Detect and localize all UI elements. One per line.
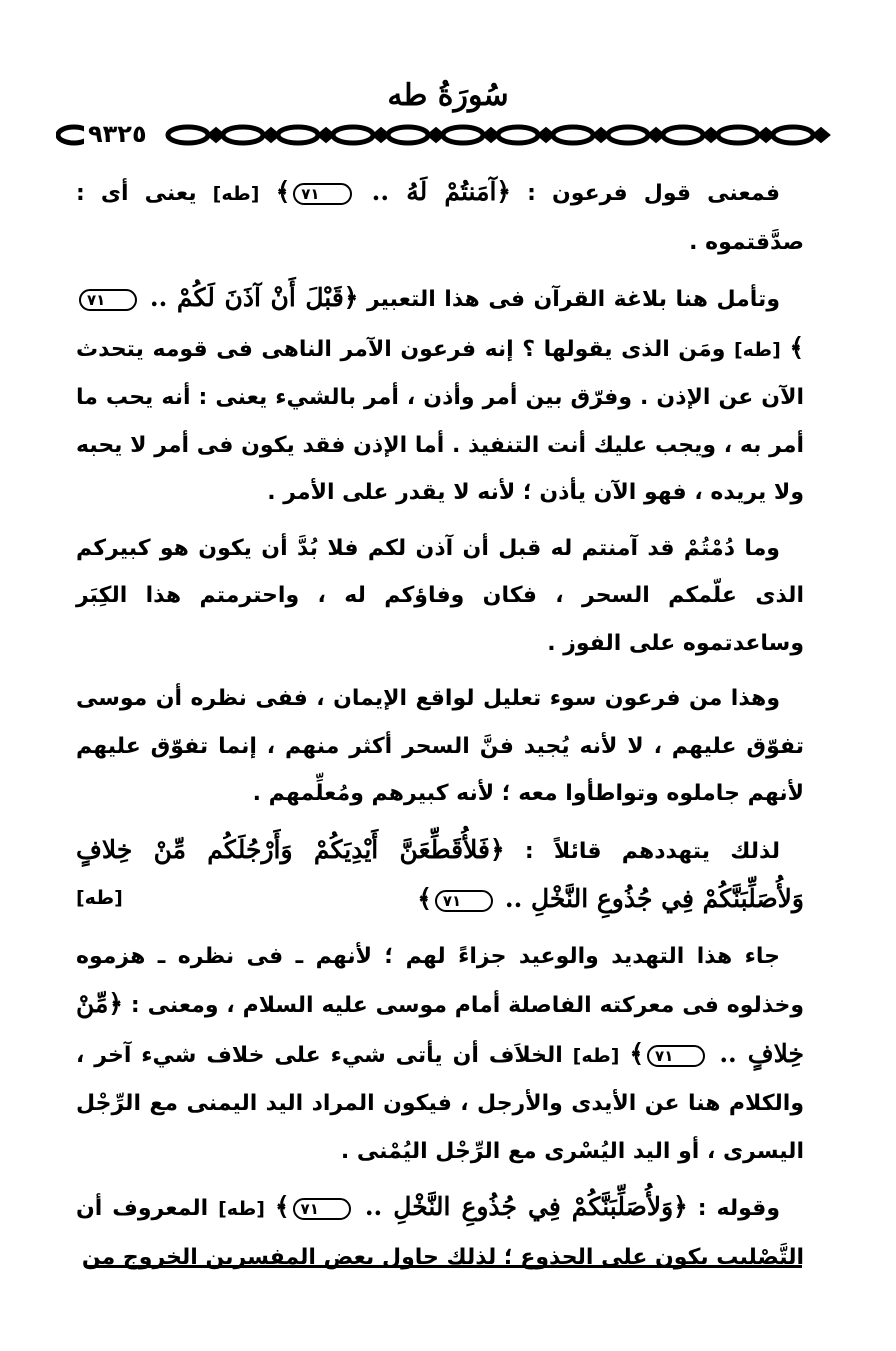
ornament-link	[223, 127, 263, 143]
quran-quote: ﴿قَبْلَ أَنْ آذَنَ لَكُمْ ..	[140, 283, 359, 312]
verse-number-marker: ٧١	[647, 1045, 705, 1067]
quran-quote: ﴿وَلأُصَلِّبَنَّكُمْ فِي جُذُوعِ النَّخْلِ ..	[353, 1192, 688, 1221]
quran-bracket-close: ﴾	[275, 177, 291, 206]
footer-rule	[86, 1265, 802, 1268]
ornament-diamond	[595, 130, 607, 140]
text-span: المعروف أن التَّصْليب يكون على الجذوع ؛ لذلك حاول بعض المفسرين الخروج من	[76, 1196, 804, 1270]
quran-quote: ﴿مِّنْ خِلافٍ ..	[76, 989, 804, 1068]
verse-number-marker: ٧١	[435, 890, 493, 912]
ornament-link	[608, 127, 648, 143]
text-span: الخلاَف أن يأتى شيء على خلاف شيء آخر ، والكلام هنا عن الأيدى والأرجل ، فيكون المراد اليد اليمنى مع الرِّجْل اليسرى ، أو اليد اليُسْرى مع الرِّجْل اليُمْنى .	[76, 1042, 804, 1164]
ornament-diamond	[265, 130, 277, 140]
surah-reference: [طه]	[572, 1044, 620, 1067]
text-span: فمعنى قول فرعون :	[511, 181, 780, 206]
surah-reference: [طه]	[76, 887, 123, 909]
ornament-diamond	[540, 130, 552, 140]
ornament-diamond	[705, 130, 717, 140]
ornament-diamond	[650, 130, 662, 140]
ornament-link	[278, 127, 318, 143]
verse-number-marker: ٧١	[293, 1198, 351, 1220]
text-span: جاء هذا التهديد والوعيد جزاءً لهم ؛ لأنهم ـ فى نظره ـ هزموه وخذلوه فى معركته الفاصلة أمام موسى عليه السلام ، ومعنى :	[76, 943, 804, 1018]
ornament-border	[56, 120, 832, 150]
quran-bracket-close: ﴾	[629, 1038, 645, 1068]
text-span: ومَن الذى يقولها ؟ إنه فرعون الآمر الناهى فى قومه يتحدث الآن عن الإذن . وفرّق بين أمر وأذن ، أمر بالشيء يعنى : أنه يحب ما أمر به ، ويجب عليك أنت التنفيذ . أما الإذن فقد يكون فى أمر لا يحبه ولا يريده ، فهو الآن يأذن ؛ لأنه لا يقدر على الأمر .	[76, 336, 804, 505]
paragraph-2	[76, 274, 804, 517]
quran-bracket-close: ﴾	[417, 884, 432, 913]
ornament-link	[718, 127, 758, 143]
text-span: وتأمل هنا بلاغة القرآن فى هذا التعبير	[358, 287, 780, 312]
ornament-link	[773, 127, 813, 143]
ornament-link	[388, 127, 428, 143]
text-span: وقوله :	[687, 1196, 780, 1221]
surah-reference: [طه]	[218, 1198, 265, 1220]
ornament-diamond	[815, 130, 827, 140]
ornament-link	[553, 127, 593, 143]
quran-bracket-close: ﴾	[789, 332, 804, 362]
ornament-diamond	[430, 130, 442, 140]
paragraph-5	[76, 826, 804, 925]
page-body	[76, 168, 804, 1289]
verse-number-marker: ٧١	[79, 289, 137, 311]
ornament-diamond	[760, 130, 772, 140]
ornament-link	[663, 127, 703, 143]
text-span: لذلك يتهددهم قائلاً :	[504, 838, 780, 864]
surah-title: سُورَةُ طه	[387, 78, 509, 113]
ornament-diamond	[210, 130, 222, 140]
ornament-link	[443, 127, 483, 143]
page-number: ٩٣٢٥	[84, 118, 151, 150]
surah-reference: [طه]	[212, 183, 260, 205]
quran-bracket-close: ﴾	[274, 1192, 290, 1221]
quran-quote: ﴿فَلأُقَطِّعَنَّ أَيْدِيَكُمْ وَأَرْجُلَكُم مِّنْ خِلافٍ وَلأُصَلِّبَنَّكُمْ فِي جُذُوعِ النَّخْلِ ..	[76, 834, 804, 913]
paragraph-4: وهذا من فرعون سوء تعليل لواقع الإيمان ، ففى نظره أن موسى تفوّق عليهم ، لا لأنه يُجيد فنَّ السحر أكثر منهم ، إنما تفوّق عليهم لأنهم جاملوه وتواطأوا معه ؛ لأنه كبيرهم ومُعلِّمهم .	[76, 686, 804, 806]
ornament-link	[333, 127, 373, 143]
paragraph-1	[76, 168, 804, 266]
ornament-diamond	[375, 130, 387, 140]
ornament-diamond	[485, 130, 497, 140]
quran-quote: ﴿آمَنتُمْ لَهُ ..	[354, 177, 512, 206]
ornament-link	[168, 127, 208, 143]
paragraph-6	[76, 933, 804, 1176]
paragraph-3: وما دُمْتُمْ قد آمنتم له قبل أن آذن لكم فلا بُدَّ أن يكون هو كبيركم الذى علّمكم السحر ، فكان وفاؤكم له ، واحترمتم هذا الكِبَر وساعدتموه على الفوز .	[76, 535, 804, 656]
verse-number-marker: ٧١	[293, 183, 351, 205]
surah-reference: [طه]	[733, 338, 781, 361]
ornament-diamond	[320, 130, 332, 140]
text-span: يعنى أى : صدَّقتموه .	[76, 181, 804, 255]
ornament-link	[498, 127, 538, 143]
